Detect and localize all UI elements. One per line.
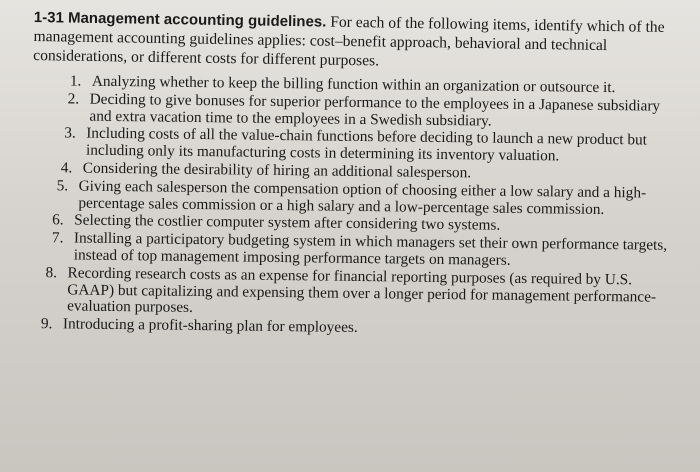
item-text: Deciding to give bonuses for superior performance to the employees in a Japanese subsidiary and extra vacation time to the employees in a Swedish subsidiary. xyxy=(89,90,661,130)
item-number: 6. xyxy=(52,211,64,229)
item-number: 9. xyxy=(40,315,53,333)
item-text: Installing a participatory budgeting system in which managers set their own performance targets, instead of top management imposing performance targets on managers. xyxy=(73,229,668,269)
problem-title: 1-31 Management accounting guidelines. xyxy=(33,8,327,31)
item-number: 1. xyxy=(69,72,82,90)
item-number: 3. xyxy=(64,124,76,142)
list-item xyxy=(45,265,676,323)
item-text: Introducing a profit-sharing plan for employees. xyxy=(62,315,358,337)
item-text: Giving each salesperson the compensation option of choosing either a low salary and a high-percentage sales commission or a high salary and a low-percentage sales commission. xyxy=(78,177,647,218)
item-number: 7. xyxy=(51,229,64,247)
item-text: Analyzing whether to keep the billing function within an organization or outsource it. xyxy=(91,72,616,97)
problem-prompt: For each of the following items, identify which of the management accounting guidelines applies: cost–benefit approach, behavioral and technical considerations, or different costs for different purposes. xyxy=(33,13,665,70)
item-text: Including costs of all the value-chain functions before deciding to launch a new product but including only its manufacturing costs in determining its inventory valuation. xyxy=(85,125,648,165)
item-number: 4. xyxy=(60,159,73,177)
item-text: Selecting the costlier computer system after considering two systems. xyxy=(74,211,501,235)
item-text: Recording research costs as an expense for financial reporting purposes (as required by U.S. GAAP) but capitalizing and expensing them over a longer period for management performance-evaluation purposes. xyxy=(67,264,657,317)
item-number: 2. xyxy=(67,90,80,108)
item-number: 8. xyxy=(45,263,58,282)
item-text: Considering the desirability of hiring an additional salesperson. xyxy=(82,159,472,182)
item-list xyxy=(31,73,678,341)
problem-heading xyxy=(33,8,678,75)
item-number: 5. xyxy=(56,177,69,195)
